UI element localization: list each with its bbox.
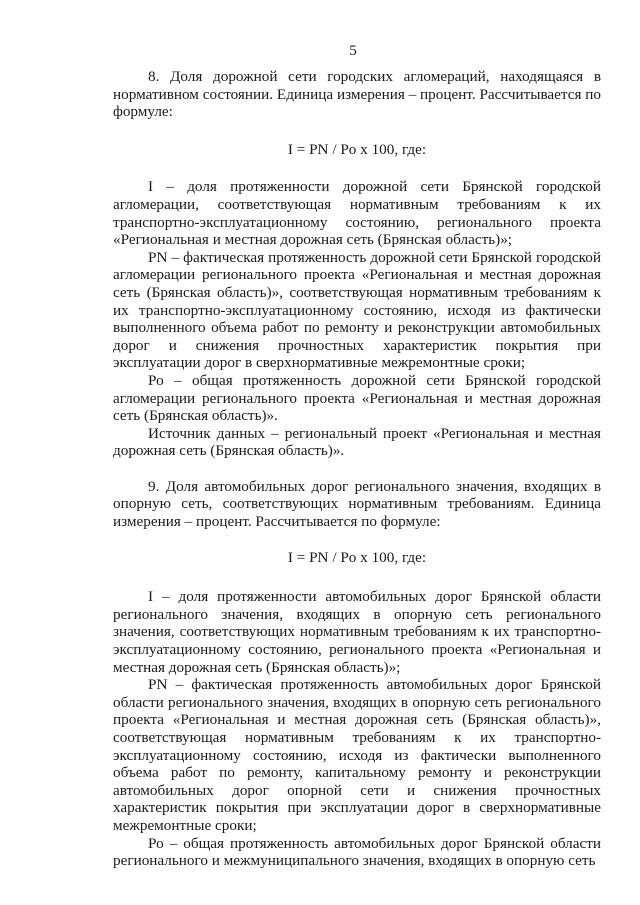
document-body <box>113 68 601 870</box>
section-8-definition-po: Ро – общая протяженность дорожной сети Брянской городской агломерации регионального проекта «Региональная и местная дорожная сеть (Брянская область)». <box>113 371 601 425</box>
section-8-intro: 8. Доля дорожной сети городских агломераций, находящаяся в нормативном состоянии. Единица измерения – процент. Рассчитывается по формуле: <box>113 68 601 121</box>
section-9-definition-i: I – доля протяженности автомобильных дорог Брянской области регионального значения, входящих в опорную сеть регионального значения, соответствующих нормативным требованиям к их транспортно-эксплуатационному состоянию, регионального проекта «Региональная и местная дорожная сеть (Брянская область)»; <box>113 588 601 676</box>
section-9-definition-po: Ро – общая протяженность автомобильных дорог Брянской области регионального и межмуниципального значения, входящих в опорную сеть <box>113 834 601 870</box>
section-8-definition-pn: PN – фактическая протяженность дорожной сети Брянской городской агломерации регионального проекта «Региональная и местная дорожная сеть (Брянская область)», соответствующая нормативным требованиям к их транспортно-эксплуатационному состоянию, исходя из фактически выполненного объема работ по ремонту и реконструкции автомобильных дорог и снижения прочностных характеристик покрытия при эксплуатации дорог в сверхнормативные межремонтные сроки; <box>113 248 601 372</box>
section-gap <box>113 460 601 478</box>
section-9-definition-pn: PN – фактическая протяженность автомобильных дорог Брянской области регионального значения, входящих в опорную сеть регионального проекта «Региональная и местная дорожная сеть (Брянская область)», соответствующая нормативным требованиям к их транспортно-эксплуатационному состоянию, исходя из фактически выполненного объема работ по ремонту, капитальному ремонту и реконструкции автомобильных дорог опорной сети и снижения прочностных характеристик покрытия при эксплуатации дорог в сверхнормативные межремонтные сроки; <box>113 676 601 834</box>
section-8-definition-i: I – доля протяженности дорожной сети Брянской городской агломерации, соответствующая нормативным требованиям к их транспортно-эксплуатационному состоянию, регионального проекта «Региональная и местная дорожная сеть (Брянская область)»; <box>113 178 601 249</box>
section-8-source: Источник данных – региональный проект «Региональная и местная дорожная сеть (Брянская область)». <box>113 424 601 460</box>
page-number: 5 <box>349 43 357 59</box>
section-9-formula: I = PN / Po х 100, где: <box>287 548 427 566</box>
section-9-intro: 9. Доля автомобильных дорог регионального значения, входящих в опорную сеть, соответствующих нормативным требованиям. Единица измерения – процент. Рассчитывается по формуле: <box>113 477 601 531</box>
section-8-formula: I = PN / Po х 100, где: <box>287 140 427 158</box>
